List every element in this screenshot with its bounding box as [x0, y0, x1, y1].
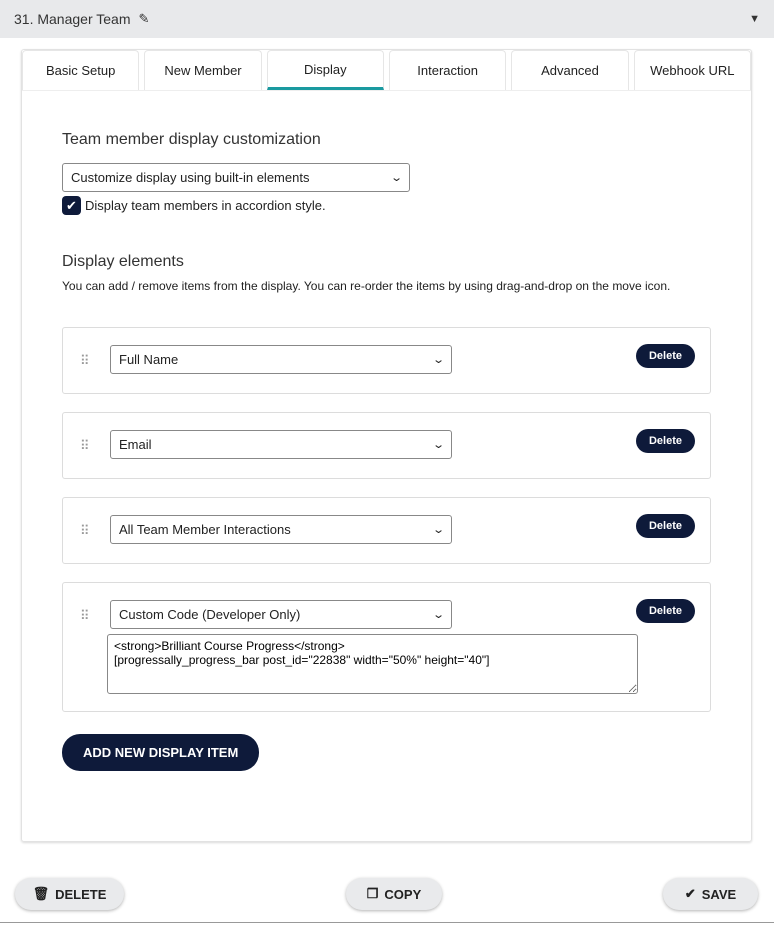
select-value: Email [119, 437, 152, 452]
drag-handle-icon[interactable]: ⠿ [80, 523, 89, 538]
elements-heading: Display elements [62, 253, 184, 270]
tab-basic-setup[interactable]: Basic Setup [22, 50, 139, 90]
select-value: All Team Member Interactions [119, 522, 291, 537]
section-header[interactable] [0, 0, 774, 38]
save-button[interactable] [663, 878, 758, 910]
display-item [62, 497, 711, 564]
delete-button[interactable] [15, 878, 124, 910]
caret-down-icon[interactable]: ▼ [749, 13, 760, 25]
tab-interaction[interactable]: Interaction [389, 50, 506, 90]
accordion-label: Display team members in accordion style. [85, 198, 326, 213]
element-select[interactable] [110, 345, 452, 374]
accordion-checkbox[interactable]: ✔ [62, 196, 81, 215]
delete-item-button[interactable]: Delete [636, 344, 695, 368]
delete-item-button[interactable]: Delete [636, 514, 695, 538]
tab-new-member[interactable]: New Member [144, 50, 261, 90]
check-circle-icon: ✔ [684, 886, 696, 901]
drag-handle-icon[interactable]: ⠿ [80, 608, 89, 623]
add-display-item-button[interactable]: ADD NEW DISPLAY ITEM [62, 734, 259, 771]
trash-icon: 🗑 [32, 886, 50, 901]
select-value: Custom Code (Developer Only) [119, 607, 301, 622]
pencil-icon[interactable]: ✎ [138, 11, 150, 26]
element-select[interactable] [110, 600, 452, 629]
select-value: Customize display using built-in elements [71, 170, 310, 185]
display-item [62, 412, 711, 479]
drag-handle-icon[interactable]: ⠿ [80, 353, 89, 368]
custom-code-textarea[interactable] [107, 634, 638, 694]
chevron-down-icon: ⌄ [389, 172, 403, 184]
copy-button[interactable] [346, 878, 442, 910]
save-label: SAVE [701, 886, 737, 902]
chevron-down-icon: ⌄ [431, 609, 445, 621]
help-text: You can add / remove items from the display. You can re-order the items by using drag-and-drop on the move icon. [62, 279, 671, 293]
divider [0, 922, 774, 923]
copy-label: COPY [384, 886, 422, 902]
delete-item-button[interactable]: Delete [636, 429, 695, 453]
chevron-down-icon: ⌄ [431, 354, 445, 366]
delete-item-button[interactable]: Delete [636, 599, 695, 623]
tab-advanced[interactable]: Advanced [511, 50, 628, 90]
element-select[interactable] [110, 515, 452, 544]
element-select[interactable] [110, 430, 452, 459]
chevron-down-icon: ⌄ [431, 439, 445, 451]
copy-icon: ❐ [366, 886, 379, 901]
display-item [62, 582, 711, 712]
section-title: 31. Manager Team [14, 11, 131, 27]
display-heading: Team member display customization [62, 131, 321, 148]
select-value: Full Name [119, 352, 179, 367]
chevron-down-icon: ⌄ [431, 524, 445, 536]
settings-panel [21, 49, 752, 842]
tab-webhook-url[interactable]: Webhook URL [634, 50, 751, 90]
drag-handle-icon[interactable]: ⠿ [80, 438, 89, 453]
delete-label: DELETE [55, 886, 107, 902]
display-mode-select[interactable] [62, 163, 410, 192]
display-item [62, 327, 711, 394]
tab-display[interactable]: Display [267, 50, 384, 90]
